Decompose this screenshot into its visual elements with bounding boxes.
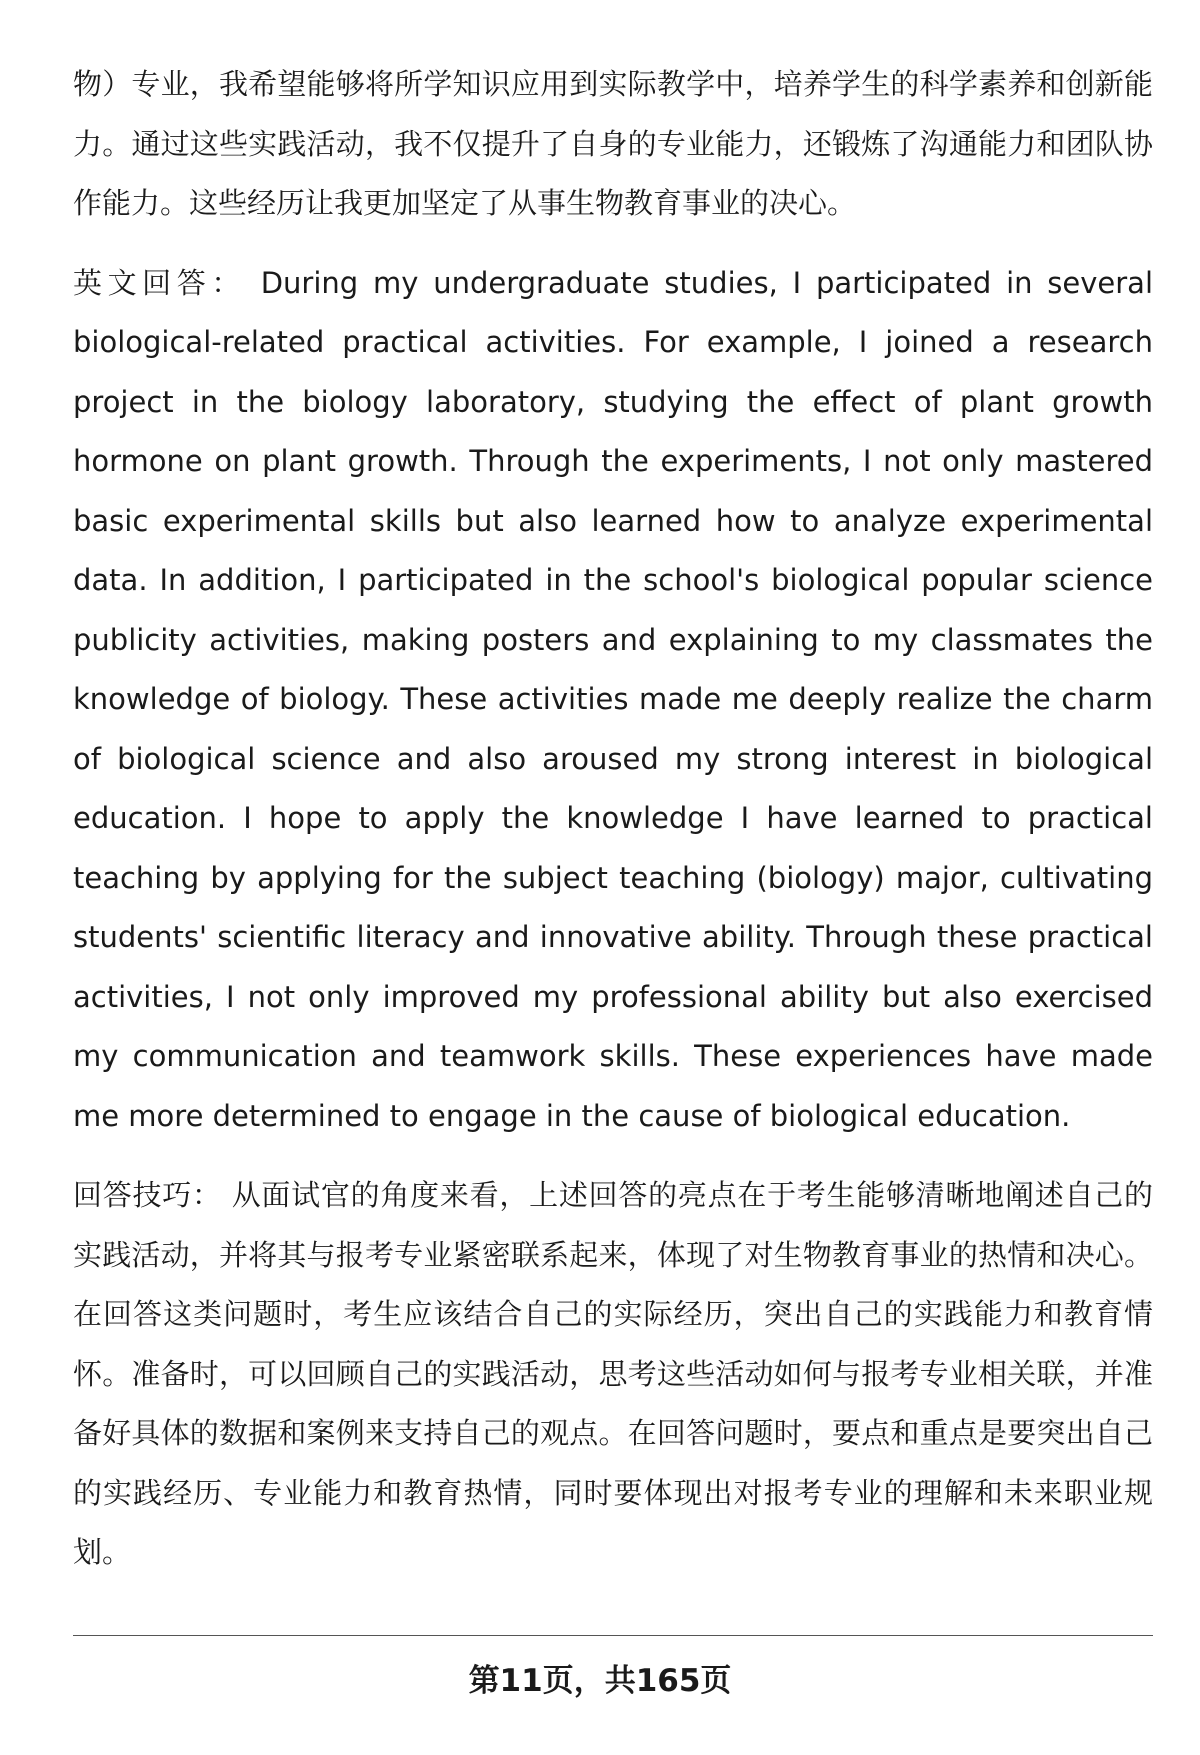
page-number: 第11页，共165页 — [468, 1663, 732, 1699]
chinese-answer-continuation — [73, 55, 1153, 234]
english-answer-text: During my undergraduate studies, I participated in several biological-related practical activities. For example, I joined a research project in the biology laboratory, studying the effect of plant growth hormone on plant growth. Through the experiments, I not only mastered basic experimental skills but also learned how to analyze experimental data. In addition, I participated in the school's biological popular science publicity activities, making posters and explaining to my classmates the knowledge of biology. These activities made me deeply realize the charm of biological science and also aroused my strong interest in biological education. I hope to apply the knowledge I have learned to practical teaching by applying for the subject teaching (biology) major, cultivating students' scientific literacy and innovative ability. Through these practical activities, I not only improved my professional ability but also exercised my communication and teamwork skills. These experiences have made me more determined to engage in the cause of biological education. — [73, 265, 1154, 1133]
answer-tips-text: 从面试官的角度来看，上述回答的亮点在于考生能够清晰地阐述自己的实践活动，并将其与报考专业紧密联系起来，体现了对生物教育事业的热情和决心。在回答这类问题时，考生应该结合自己的实际经历，突出自己的实践能力和教育情怀。准备时，可以回顾自己的实践活动，思考这些活动如何与报考专业相关联，并准备好具体的数据和案例来支持自己的观点。在回答问题时，要点和重点是要突出自己的实践经历、专业能力和教育热情，同时要体现出对报考专业的理解和未来职业规划。 — [73, 1178, 1153, 1569]
answer-tips-label: 回答技巧： — [73, 1178, 222, 1212]
footer-divider — [73, 1635, 1153, 1636]
document-body — [73, 55, 1153, 1583]
english-answer-paragraph — [73, 254, 1153, 1147]
chinese-answer-text: 物）专业，我希望能够将所学知识应用到实际教学中，培养学生的科学素养和创新能力。通过这些实践活动，我不仅提升了自身的专业能力，还锻炼了沟通能力和团队协作能力。这些经历让我更加坚定了从事生物教育事业的决心。 — [73, 67, 1153, 220]
answer-tips-paragraph — [73, 1166, 1153, 1583]
english-answer-label: 英文回答： — [73, 265, 246, 300]
